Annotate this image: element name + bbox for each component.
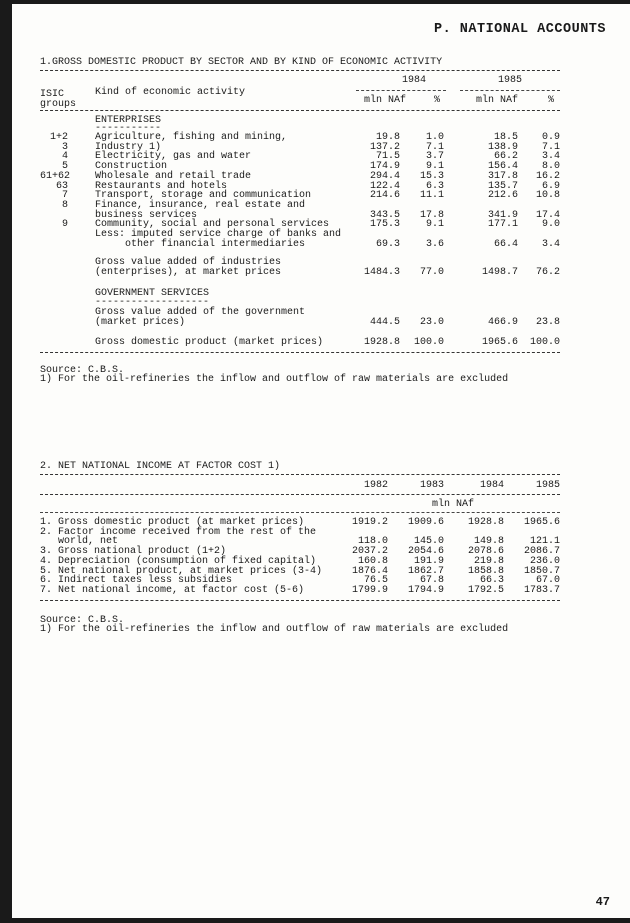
- table2-row-value-1984: 149.8: [473, 536, 504, 547]
- table1-gov-label-2: (market prices): [95, 317, 186, 328]
- table2-row-label: 5. Net national product, at market prices (3-4): [40, 566, 323, 577]
- table2-row-label: world, net: [40, 536, 119, 547]
- table1-row-v84: 19.8: [375, 132, 400, 143]
- table2-title: 2. NET NATIONAL INCOME AT FACTOR COST 1): [40, 461, 281, 472]
- table2-year-1982: 1982: [363, 480, 388, 491]
- table1-row-v85: 156.4: [487, 161, 518, 172]
- table1-row-p85: 10.8: [535, 190, 560, 201]
- table1-row-p85: 9.0: [541, 219, 560, 230]
- table1-gov-v85: 466.9: [487, 317, 518, 328]
- table1-title: 1.GROSS DOMESTIC PRODUCT BY SECTOR AND BY KIND OF ECONOMIC ACTIVITY: [40, 57, 443, 68]
- table1-row-isic: 4: [61, 151, 68, 162]
- table2-unit: mln NAf: [432, 499, 475, 510]
- table1-row-v85: 66.4: [493, 239, 518, 250]
- table2-header-rule: [40, 494, 560, 495]
- table1-row-p85: 16.2: [535, 171, 560, 182]
- table1-year-1984: 1984: [401, 75, 426, 86]
- table2-row-value-1984: 2078.6: [467, 546, 504, 557]
- table1-row-isic: 63: [55, 181, 68, 192]
- table2-row-value-1983: 2054.6: [407, 546, 444, 557]
- table2-footnote: 1) For the oil-refineries the inflow and outflow of raw materials are excluded: [40, 624, 509, 635]
- table1-gdp-p84: 100.0: [413, 337, 444, 348]
- table2-row-value-1983: 145.0: [413, 536, 444, 547]
- table2-row-value-1982: 2037.2: [351, 546, 388, 557]
- table1-year-1985: 1985: [497, 75, 522, 86]
- table2-row-value-1982: 1919.2: [351, 517, 388, 528]
- table2-row-label: 7. Net national income, at factor cost (5-6): [40, 585, 305, 596]
- table1-row-label: Industry 1): [95, 142, 162, 153]
- table2-row-value-1984: 219.8: [473, 556, 504, 567]
- table1-row-v84: 175.3: [369, 219, 400, 230]
- table1-gdp-p85: 100.0: [529, 337, 560, 348]
- table1-gov-label-1: Gross value added of the government: [95, 307, 306, 318]
- table1-row-p85: 8.0: [541, 161, 560, 172]
- table1-unit-1985: mln NAf: [475, 95, 518, 106]
- table1-row-isic: 5: [61, 161, 68, 172]
- table1-col-isic-groups: groups: [40, 99, 77, 110]
- table1-row-v85: 18.5: [493, 132, 518, 143]
- table1-bottom-rule: [40, 352, 560, 353]
- table1-row-label: Restaurants and hotels: [95, 181, 228, 192]
- table2-bottom-rule: [40, 600, 560, 601]
- section-header: P. NATIONAL ACCOUNTS: [433, 22, 606, 37]
- table1-row-p85: 0.9: [541, 132, 560, 143]
- table1-row-isic: 8: [61, 200, 68, 211]
- table1-gva-v85: 1498.7: [481, 267, 518, 278]
- page-bottom-border: [0, 918, 630, 923]
- table2-row-value-1983: 1909.6: [407, 517, 444, 528]
- table1-row-v84: 137.2: [369, 142, 400, 153]
- table1-gva-label-1: Gross value added of industries: [95, 257, 282, 268]
- table1-row-v85: 138.9: [487, 142, 518, 153]
- table1-row-v85: 66.2: [493, 151, 518, 162]
- table1-row-isic: 61+62: [40, 171, 71, 182]
- table1-row-p84: 9.1: [425, 161, 444, 172]
- table1-col-activity: Kind of economic activity: [95, 87, 246, 98]
- table2-row-value-1983: 191.9: [413, 556, 444, 567]
- table2-row-value-1985: 67.0: [535, 575, 560, 586]
- table2-row-value-1985: 1850.7: [523, 566, 560, 577]
- table1-row-v84: 174.9: [369, 161, 400, 172]
- table1-row-p85: 3.4: [541, 239, 560, 250]
- table1-row-label: business services: [95, 210, 198, 221]
- table2-row-label: 4. Depreciation (consumption of fixed capital): [40, 556, 317, 567]
- page-left-border: [0, 0, 12, 923]
- table1-row-label: Transport, storage and communication: [95, 190, 312, 201]
- table1-row-isic: 1+2: [49, 132, 68, 143]
- table1-row-label: Electricity, gas and water: [95, 151, 252, 162]
- table1-row-label: other financial intermediaries: [95, 239, 306, 250]
- table1-enterprises-underline: -----------: [95, 123, 162, 134]
- table1-row-p85: 7.1: [541, 142, 560, 153]
- table1-row-isic: 7: [61, 190, 68, 201]
- table1-gva-label-2: (enterprises), at market prices: [95, 267, 282, 278]
- table1-gov-label: GOVERNMENT SERVICES: [95, 288, 210, 299]
- table1-gov-underline: -------------------: [95, 297, 210, 308]
- table1-header-rule: [40, 110, 560, 111]
- table2-row-value-1984: 66.3: [479, 575, 504, 586]
- table2-row-value-1985: 1965.6: [523, 517, 560, 528]
- table1-row-p84: 9.1: [425, 219, 444, 230]
- table1-row-label: Construction: [95, 161, 168, 172]
- table1-row-v84: 214.6: [369, 190, 400, 201]
- table2-row-value-1985: 236.0: [529, 556, 560, 567]
- table1-unit-1984: mln NAf: [363, 95, 406, 106]
- table1-gdp-v84: 1928.8: [363, 337, 400, 348]
- table1-row-label: Community, social and personal services: [95, 219, 330, 230]
- table1-row-label: Less: imputed service charge of banks and: [95, 229, 342, 240]
- table1-pct-1984: %: [433, 95, 440, 106]
- table1-footnote: 1) For the oil-refineries the inflow and outflow of raw materials are excluded: [40, 374, 509, 385]
- table1-row-label: Finance, insurance, real estate and: [95, 200, 306, 211]
- table2-top-rule: [40, 474, 560, 475]
- table2-row-value-1984: 1858.8: [467, 566, 504, 577]
- table1-row-v84: 343.5: [369, 210, 400, 221]
- table1-row-isic: 3: [61, 142, 68, 153]
- table1-row-label: Wholesale and retail trade: [95, 171, 252, 182]
- table1-row-v84: 69.3: [375, 239, 400, 250]
- table1-row-p84: 11.1: [419, 190, 444, 201]
- table1-row-p85: 3.4: [541, 151, 560, 162]
- table2-row-value-1985: 1783.7: [523, 585, 560, 596]
- table1-gov-p84: 23.0: [419, 317, 444, 328]
- table2-row-value-1983: 1862.7: [407, 566, 444, 577]
- page-top-border: [0, 0, 630, 4]
- table1-row-v84: 122.4: [369, 181, 400, 192]
- table1-row-p84: 1.0: [425, 132, 444, 143]
- table1-gva-v84: 1484.3: [363, 267, 400, 278]
- table1-source: Source: C.B.S.: [40, 365, 125, 376]
- table2-row-label: 3. Gross national product (1+2): [40, 546, 227, 557]
- table2-year-1983: 1983: [419, 480, 444, 491]
- table1-year-rule-1985: [460, 90, 560, 91]
- table2-year-1985: 1985: [535, 480, 560, 491]
- table2-row-value-1982: 76.5: [363, 575, 388, 586]
- table2-row-label: 2. Factor income received from the rest of the: [40, 527, 317, 538]
- table2-row-value-1982: 118.0: [357, 536, 388, 547]
- table1-row-v85: 341.9: [487, 210, 518, 221]
- table1-row-p85: 6.9: [541, 181, 560, 192]
- page-number: 47: [595, 895, 610, 909]
- table1-row-isic: 9: [61, 219, 68, 230]
- table2-row-value-1982: 1876.4: [351, 566, 388, 577]
- table2-row-value-1985: 121.1: [529, 536, 560, 547]
- table2-row-value-1984: 1928.8: [467, 517, 504, 528]
- table2-source: Source: C.B.S.: [40, 615, 125, 626]
- table2-row-value-1982: 160.8: [357, 556, 388, 567]
- table2-row-value-1985: 2086.7: [523, 546, 560, 557]
- table1-gdp-v85: 1965.6: [481, 337, 518, 348]
- table1-gdp-label: Gross domestic product (market prices): [95, 337, 324, 348]
- table1-row-label: Agriculture, fishing and mining,: [95, 132, 288, 143]
- table1-row-v84: 71.5: [375, 151, 400, 162]
- table1-row-p84: 15.3: [419, 171, 444, 182]
- table2-unit-rule: [40, 512, 560, 513]
- table1-row-p84: 17.8: [419, 210, 444, 221]
- table2-row-value-1983: 1794.9: [407, 585, 444, 596]
- table1-row-p84: 6.3: [425, 181, 444, 192]
- table1-row-p84: 7.1: [425, 142, 444, 153]
- table1-row-p84: 3.6: [425, 239, 444, 250]
- table1-enterprises-label: ENTERPRISES: [95, 115, 162, 126]
- table1-gva-p84: 77.0: [419, 267, 444, 278]
- table1-row-v85: 135.7: [487, 181, 518, 192]
- table1-top-rule: [40, 70, 560, 71]
- table2-row-value-1984: 1792.5: [467, 585, 504, 596]
- table1-gov-p85: 23.8: [535, 317, 560, 328]
- table1-row-v85: 317.8: [487, 171, 518, 182]
- table1-col-isic: ISIC: [40, 89, 65, 100]
- table1-gva-p85: 76.2: [535, 267, 560, 278]
- table1-row-p84: 3.7: [425, 151, 444, 162]
- table1-row-v85: 212.6: [487, 190, 518, 201]
- table2-row-value-1983: 67.8: [419, 575, 444, 586]
- table1-pct-1985: %: [547, 95, 554, 106]
- table2-row-value-1982: 1799.9: [351, 585, 388, 596]
- table1-year-rule-1984: [356, 90, 446, 91]
- table1-gov-v84: 444.5: [369, 317, 400, 328]
- table1-row-v84: 294.4: [369, 171, 400, 182]
- table1-row-p85: 17.4: [535, 210, 560, 221]
- table2-year-1984: 1984: [479, 480, 504, 491]
- table1-row-v85: 177.1: [487, 219, 518, 230]
- table2-row-label: 6. Indirect taxes less subsidies: [40, 575, 233, 586]
- table2-row-label: 1. Gross domestic product (at market prices): [40, 517, 305, 528]
